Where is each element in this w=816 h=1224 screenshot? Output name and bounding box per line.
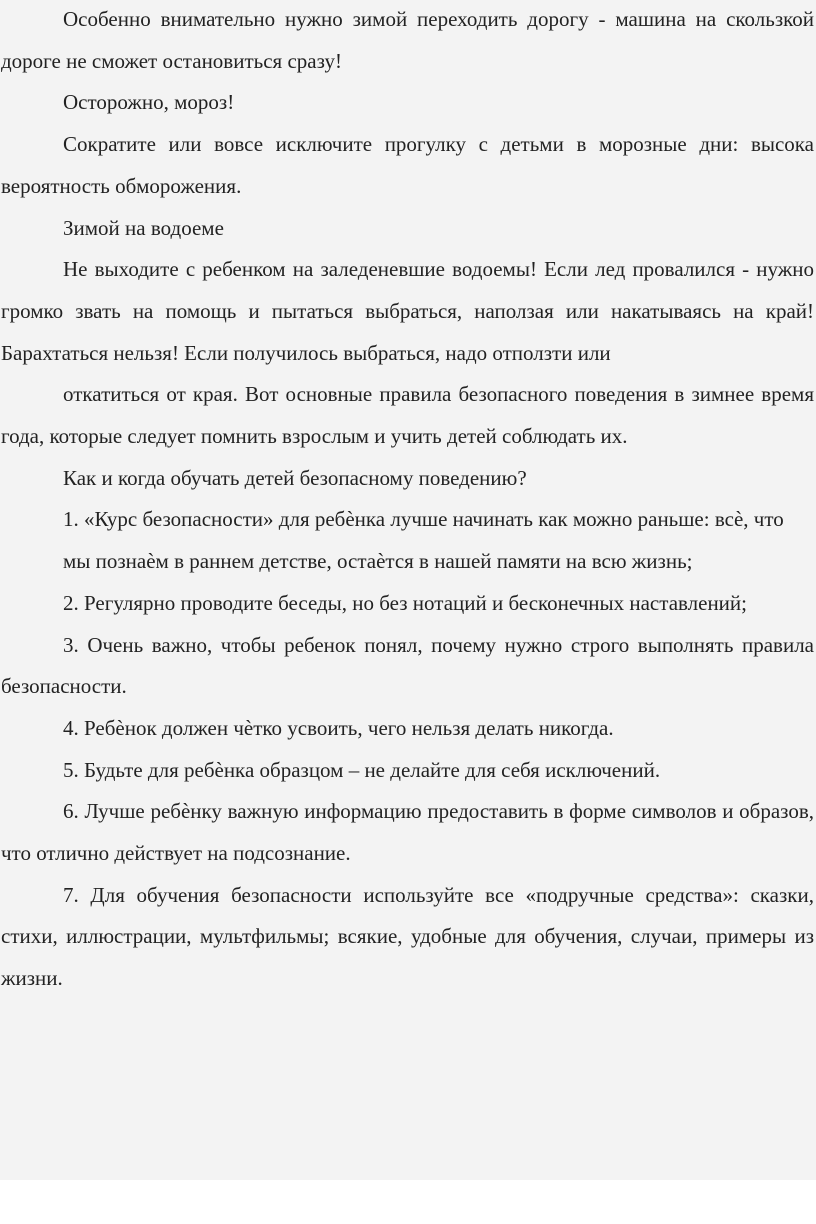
heading-how-to-teach: Как и когда обучать детей безопасному поведению? <box>63 465 527 490</box>
list-item-4: 4. Ребѐнок должен чѐтко усвоить, чего нельзя делать никогда. <box>63 715 614 740</box>
list-item-5: 5. Будьте для ребѐнка образцом – не делайте для себя исключений. <box>63 757 661 782</box>
paragraph-crossing-road: Особенно внимательно нужно зимой переходить дорогу - машина на скользкой дороге не сможет остановиться сразу! <box>1 7 814 73</box>
document-body <box>1 0 814 1000</box>
list-item-2: 2. Регулярно проводите беседы, но без нотаций и бесконечных наставлений; <box>63 590 747 615</box>
heading-frost: Осторожно, мороз! <box>63 90 235 115</box>
heading-winter-water: Зимой на водоеме <box>63 215 224 240</box>
paragraph-ice: Не выходите с ребенком на заледеневшие водоемы! Если лед провалился - нужно громко звать на помощь и пытаться выбраться, наползая или накатываясь на край! Барахтаться нельзя! Если получилось выбраться, надо отползти или <box>1 257 814 365</box>
list-item-3: 3. Очень важно, чтобы ребенок понял, почему нужно строго выполнять правила безопасности. <box>1 632 814 699</box>
list-item-7: 7. Для обучения безопасности используйте все «подручные средства»: сказки, стихи, иллюстрации, мультфильмы; всякие, удобные для обучения, случаи, примеры из жизни. <box>1 882 814 991</box>
paragraph-frost: Сократите или вовсе исключите прогулку с детьми в морозные дни: высока вероятность обморожения. <box>1 132 814 198</box>
list-item-6: 6. Лучше ребѐнку важную информацию предоставить в форме символов и образов, что отлично действует на подсознание. <box>1 799 814 866</box>
list-item-1: 1. «Курс безопасности» для ребѐнка лучше начинать как можно раньше: всѐ, что <box>63 507 784 532</box>
paragraph-ice-continued: откатиться от края. Вот основные правила безопасного поведения в зимнее время года, которые следует помнить взрослым и учить детей соблюдать их. <box>1 382 814 449</box>
list-item-1-continued: мы познаѐм в раннем детстве, остаѐтся в нашей памяти на всю жизнь; <box>63 549 693 574</box>
